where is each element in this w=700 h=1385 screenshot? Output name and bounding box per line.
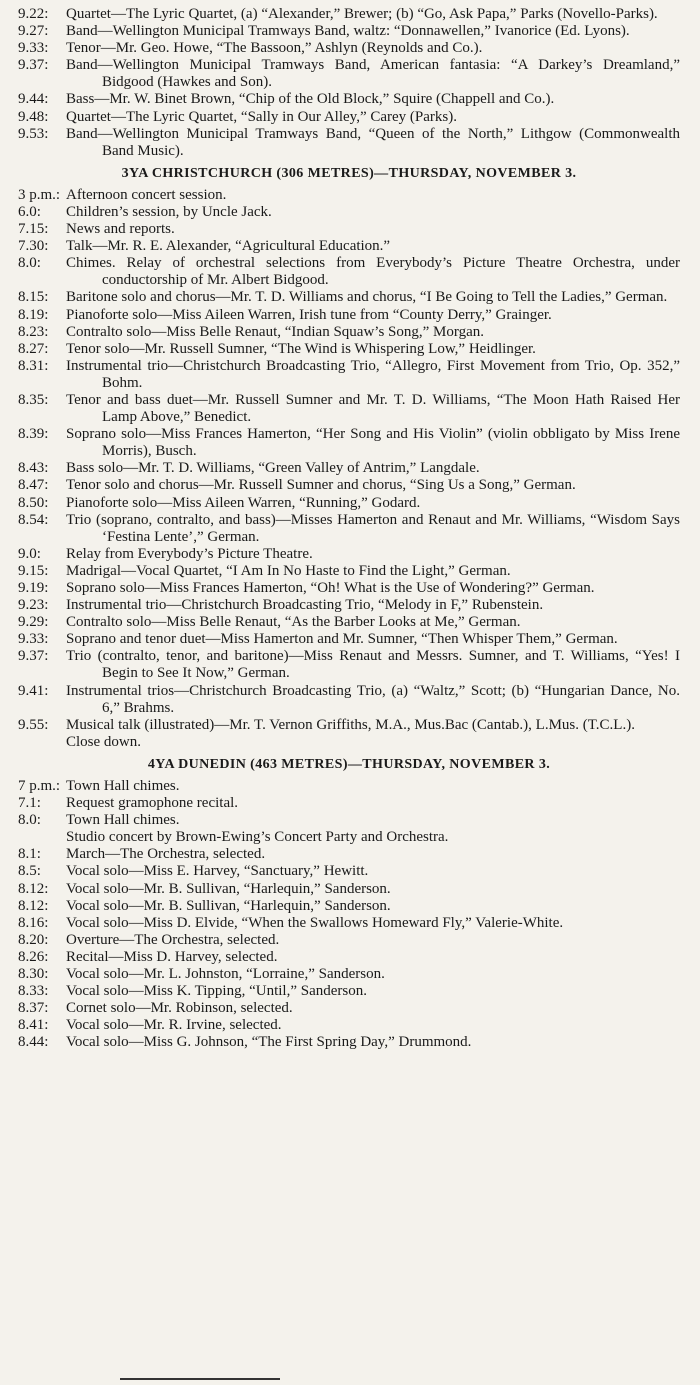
entry-description <box>66 109 680 126</box>
entry-description <box>66 795 680 812</box>
entry-time: 7 p.m.: <box>18 777 61 794</box>
entry-description <box>66 949 680 966</box>
entry-time: 6.0: <box>18 203 41 220</box>
entry-text: Band—Wellington Municipal Tramways Band, “Queen of the North,” Lithgow (Commonwealth Band Music). <box>66 125 680 159</box>
entry-description <box>66 477 680 494</box>
entry-time: 8.33: <box>18 983 49 1000</box>
entry-time: 9.37: <box>18 57 49 74</box>
entry-text: Vocal solo—Miss D. Elvide, “When the Swallows Homeward Fly,” Valerie-White. <box>66 914 564 931</box>
entry-description <box>66 238 680 255</box>
programme-entry <box>18 563 680 580</box>
entry-description <box>66 1000 680 1017</box>
programme-entry <box>18 6 680 23</box>
programme-entry <box>18 915 680 932</box>
entry-time: 7.30: <box>18 238 49 255</box>
entry-time: 8.12: <box>18 897 49 914</box>
entry-time: 8.54: <box>18 511 49 528</box>
programme-entry <box>18 881 680 898</box>
entry-text: Contralto solo—Miss Belle Renaut, “As the Barber Looks at Me,” German. <box>66 614 521 631</box>
entry-time: 9.19: <box>18 580 49 596</box>
entry-text: Instrumental trios—Christchurch Broadcasting Trio, (a) “Waltz,” Scott; (b) “Hungarian Dance, No. 6,” Brahms. <box>66 682 680 716</box>
programme-entry <box>18 109 680 126</box>
programme-entry <box>18 597 680 614</box>
entry-time: 9.44: <box>18 91 49 108</box>
entry-text: Pianoforte solo—Miss Aileen Warren, Irish tune from “County Derry,” Grainger. <box>66 306 552 323</box>
entry-description <box>66 812 680 846</box>
entry-description <box>66 648 680 682</box>
programme-entry <box>18 949 680 966</box>
entry-text: Vocal solo—Mr. R. Irvine, selected. <box>66 1017 282 1034</box>
entry-description <box>66 91 680 108</box>
entry-description <box>66 204 680 221</box>
entry-text: Instrumental trio—Christchurch Broadcasting Trio, “Allegro, First Movement from Trio, Op. 352,” Bohm. <box>66 357 680 391</box>
entry-description <box>66 289 680 306</box>
entry-description <box>66 426 680 460</box>
entry-time: 7.1: <box>18 795 41 812</box>
entry-text: Town Hall chimes. <box>66 777 180 794</box>
programme-entry <box>18 324 680 341</box>
bottom-rule <box>120 1378 280 1380</box>
entry-time: 9.55: <box>18 716 49 733</box>
entry-text: Town Hall chimes. <box>66 812 180 829</box>
entry-description <box>66 187 680 204</box>
entry-description <box>66 881 680 898</box>
programme-entry <box>18 1034 680 1051</box>
entry-time: 8.35: <box>18 391 49 408</box>
programme-entry <box>18 983 680 1000</box>
entry-description <box>66 1017 680 1034</box>
entry-time: 9.27: <box>18 23 49 40</box>
programme-entry <box>18 863 680 880</box>
entry-time: 8.26: <box>18 948 49 965</box>
entry-description <box>66 898 680 915</box>
programme-entry <box>18 717 680 751</box>
entry-text: Children’s session, by Uncle Jack. <box>66 203 272 220</box>
entry-time: 8.31: <box>18 357 49 374</box>
programme-entry <box>18 187 680 204</box>
programme-entry <box>18 512 680 546</box>
programme-entry <box>18 204 680 221</box>
programme-entry <box>18 91 680 108</box>
programme-entry <box>18 778 680 795</box>
entry-time: 8.19: <box>18 306 49 323</box>
entry-text: Relay from Everybody’s Picture Theatre. <box>66 545 313 562</box>
programme-entry <box>18 477 680 494</box>
entry-extra-note: Close down. <box>66 733 141 750</box>
entry-description <box>66 597 680 614</box>
entry-description <box>66 580 680 597</box>
entry-time: 9.33: <box>18 40 49 57</box>
entry-text: Bass solo—Mr. T. D. Williams, “Green Valley of Antrim,” Langdale. <box>66 460 480 477</box>
entry-description <box>66 546 680 563</box>
entry-description <box>66 358 680 392</box>
entry-text: Soprano and tenor duet—Miss Hamerton and Mr. Sumner, “Then Whisper Them,” German. <box>66 631 618 648</box>
entry-time: 8.23: <box>18 323 49 340</box>
entry-text: Tenor solo and chorus—Mr. Russell Sumner and chorus, “Sing Us a Song,” German. <box>66 477 576 494</box>
entry-text: Soprano solo—Miss Frances Hamerton, “Oh! What is the Use of Wondering?” German. <box>66 580 595 596</box>
entry-text: Chimes. Relay of orchestral selections from Everybody’s Picture Theatre Orchestra, under conductorship of Mr. Albert Bidgood. <box>66 255 680 289</box>
entry-time: 8.5: <box>18 863 41 880</box>
entry-text: Madrigal—Vocal Quartet, “I Am In No Haste to Find the Light,” German. <box>66 562 511 579</box>
entry-time: 7.15: <box>18 221 49 238</box>
dunedin-station-heading: 4YA DUNEDIN (463 METRES)—THURSDAY, NOVEMBER 3. <box>147 756 551 772</box>
entry-text: Afternoon concert session. <box>66 186 227 203</box>
entry-description <box>66 392 680 426</box>
entry-time: 8.44: <box>18 1034 49 1051</box>
programme-entry <box>18 683 680 717</box>
entry-description <box>66 23 680 40</box>
programme-entry <box>18 495 680 512</box>
entry-text: Tenor solo—Mr. Russell Sumner, “The Wind is Whispering Low,” Heidlinger. <box>66 340 536 357</box>
entry-description <box>66 563 680 580</box>
entry-text: Quartet—The Lyric Quartet, (a) “Alexander,” Brewer; (b) “Go, Ask Papa,” Parks (Novello-Parks). <box>66 6 658 22</box>
entry-time: 8.16: <box>18 914 49 931</box>
programme-entry <box>18 795 680 812</box>
entry-text: Bass—Mr. W. Binet Brown, “Chip of the Old Block,” Squire (Chappell and Co.). <box>66 91 555 108</box>
entry-description <box>66 341 680 358</box>
entry-text: Recital—Miss D. Harvey, selected. <box>66 948 278 965</box>
entry-text: Request gramophone recital. <box>66 795 239 812</box>
entry-time: 8.30: <box>18 965 49 982</box>
entry-time: 8.0: <box>18 255 41 272</box>
entry-description <box>66 57 680 91</box>
entry-time: 9.23: <box>18 597 49 614</box>
entry-text: Vocal solo—Miss G. Johnson, “The First Spring Day,” Drummond. <box>66 1034 472 1051</box>
entry-description <box>66 717 680 751</box>
entry-time: 8.47: <box>18 477 49 494</box>
programme-entry <box>18 932 680 949</box>
programme-entry <box>18 614 680 631</box>
entry-time: 9.33: <box>18 631 49 648</box>
entry-text: News and reports. <box>66 221 175 238</box>
programme-entry <box>18 426 680 460</box>
entry-description <box>66 846 680 863</box>
entry-text: Vocal solo—Miss E. Harvey, “Sanctuary,” Hewitt. <box>66 863 369 880</box>
entry-time: 8.43: <box>18 460 49 477</box>
entry-description <box>66 6 680 23</box>
entry-time: 9.41: <box>18 682 49 699</box>
entry-text: Instrumental trio—Christchurch Broadcasting Trio, “Melody in F,” Rubenstein. <box>66 597 544 614</box>
wellington-programme-section <box>18 6 680 160</box>
entry-time: 9.22: <box>18 6 49 22</box>
programme-entry <box>18 1017 680 1034</box>
dunedin-programme-section <box>18 778 680 1052</box>
entry-time: 8.12: <box>18 880 49 897</box>
entry-description <box>66 863 680 880</box>
entry-time: 8.20: <box>18 931 49 948</box>
entry-time: 8.41: <box>18 1017 49 1034</box>
entry-text: Pianoforte solo—Miss Aileen Warren, “Running,” Godard. <box>66 494 421 511</box>
entry-text: Band—Wellington Municipal Tramways Band, American fantasia: “A Darkey’s Dreamland,” Bidgood (Hawkes and Son). <box>66 57 680 91</box>
entry-text: Vocal solo—Mr. B. Sullivan, “Harlequin,” Sanderson. <box>66 897 391 914</box>
christchurch-programme-section <box>18 187 680 751</box>
entry-time: 8.39: <box>18 426 49 443</box>
entry-time: 9.15: <box>18 562 49 579</box>
entry-description <box>66 126 680 160</box>
entry-description <box>66 307 680 324</box>
entry-time: 9.53: <box>18 125 49 142</box>
programme-entry <box>18 1000 680 1017</box>
entry-text: Cornet solo—Mr. Robinson, selected. <box>66 1000 293 1017</box>
entry-text: Quartet—The Lyric Quartet, “Sally in Our Alley,” Carey (Parks). <box>66 108 457 125</box>
entry-extra-note: Studio concert by Brown-Ewing’s Concert Party and Orchestra. <box>66 829 449 846</box>
entry-text: Trio (soprano, contralto, and bass)—Misses Hamerton and Renaut and Mr. Williams, “Wisdom Says ‘Festina Lente’,” German. <box>66 511 680 545</box>
entry-time: 9.0: <box>18 545 41 562</box>
entry-text: Tenor and bass duet—Mr. Russell Sumner and Mr. T. D. Williams, “The Moon Hath Raised Her Lamp Above,” Benedict. <box>66 391 680 426</box>
programme-entry <box>18 40 680 57</box>
programme-entry <box>18 238 680 255</box>
programme-entry <box>18 358 680 392</box>
programme-entry <box>18 255 680 289</box>
entry-text: Vocal solo—Mr. L. Johnston, “Lorraine,” Sanderson. <box>66 965 385 982</box>
entry-text: Trio (contralto, tenor, and baritone)—Miss Renaut and Messrs. Sumner, and T. Williams, “Yes! I Begin to See It Now,” German. <box>66 648 680 682</box>
programme-entry <box>18 341 680 358</box>
programme-entry <box>18 460 680 477</box>
programme-entry <box>18 392 680 426</box>
programme-entry <box>18 631 680 648</box>
entry-description <box>66 915 680 932</box>
entry-description <box>66 983 680 1000</box>
entry-time: 8.15: <box>18 289 49 306</box>
entry-description <box>66 778 680 795</box>
entry-time: 8.27: <box>18 340 49 357</box>
programme-entry <box>18 126 680 160</box>
programme-entry <box>18 307 680 324</box>
entry-description <box>66 495 680 512</box>
entry-text: Soprano solo—Miss Frances Hamerton, “Her Song and His Violin” (violin obbligato by Miss Irene Morris), Busch. <box>66 426 680 460</box>
entry-description <box>66 614 680 631</box>
programme-entry <box>18 221 680 238</box>
entry-time: 8.50: <box>18 494 49 511</box>
entry-text: Vocal solo—Miss K. Tipping, “Until,” Sanderson. <box>66 983 367 1000</box>
entry-description <box>66 683 680 717</box>
programme-entry <box>18 846 680 863</box>
entry-description <box>66 324 680 341</box>
entry-text: Contralto solo—Miss Belle Renaut, “Indian Squaw’s Song,” Morgan. <box>66 323 485 340</box>
entry-description <box>66 512 680 546</box>
entry-time: 8.37: <box>18 1000 49 1017</box>
programme-entry <box>18 57 680 91</box>
entry-text: Baritone solo and chorus—Mr. T. D. Williams and chorus, “I Be Going to Tell the Ladies,” German. <box>66 289 668 306</box>
programme-entry <box>18 23 680 40</box>
entry-time: 9.29: <box>18 614 49 631</box>
entry-time: 3 p.m.: <box>18 186 61 203</box>
entry-text: Band—Wellington Municipal Tramways Band, waltz: “Donnawellen,” Ivanorice (Ed. Lyons). <box>66 23 630 40</box>
entry-text: Vocal solo—Mr. B. Sullivan, “Harlequin,” Sanderson. <box>66 880 391 897</box>
entry-description <box>66 932 680 949</box>
entry-text: Overture—The Orchestra, selected. <box>66 931 280 948</box>
entry-time: 8.0: <box>18 812 41 829</box>
programme-entry <box>18 580 680 597</box>
entry-description <box>66 255 680 289</box>
entry-text: Talk—Mr. R. E. Alexander, “Agricultural Education.” <box>66 238 391 255</box>
entry-text: Musical talk (illustrated)—Mr. T. Vernon Griffiths, M.A., Mus.Bac (Cantab.), L.Mus. (T.C.L.). <box>66 716 635 733</box>
entry-text: Tenor—Mr. Geo. Howe, “The Bassoon,” Ashlyn (Reynolds and Co.). <box>66 40 483 57</box>
entry-text: March—The Orchestra, selected. <box>66 846 266 863</box>
programme-entry <box>18 546 680 563</box>
christchurch-station-heading: 3YA CHRISTCHURCH (306 METRES)—THURSDAY, NOVEMBER 3. <box>121 165 577 181</box>
entry-description <box>66 1034 680 1051</box>
entry-description <box>66 221 680 238</box>
entry-description <box>66 460 680 477</box>
programme-entry <box>18 812 680 846</box>
programme-entry <box>18 289 680 306</box>
programme-entry <box>18 966 680 983</box>
programme-entry <box>18 648 680 682</box>
entry-description <box>66 966 680 983</box>
entry-time: 8.1: <box>18 846 41 863</box>
entry-time: 9.48: <box>18 108 49 125</box>
programme-entry <box>18 898 680 915</box>
entry-time: 9.37: <box>18 648 49 665</box>
entry-description <box>66 631 680 648</box>
entry-description <box>66 40 680 57</box>
